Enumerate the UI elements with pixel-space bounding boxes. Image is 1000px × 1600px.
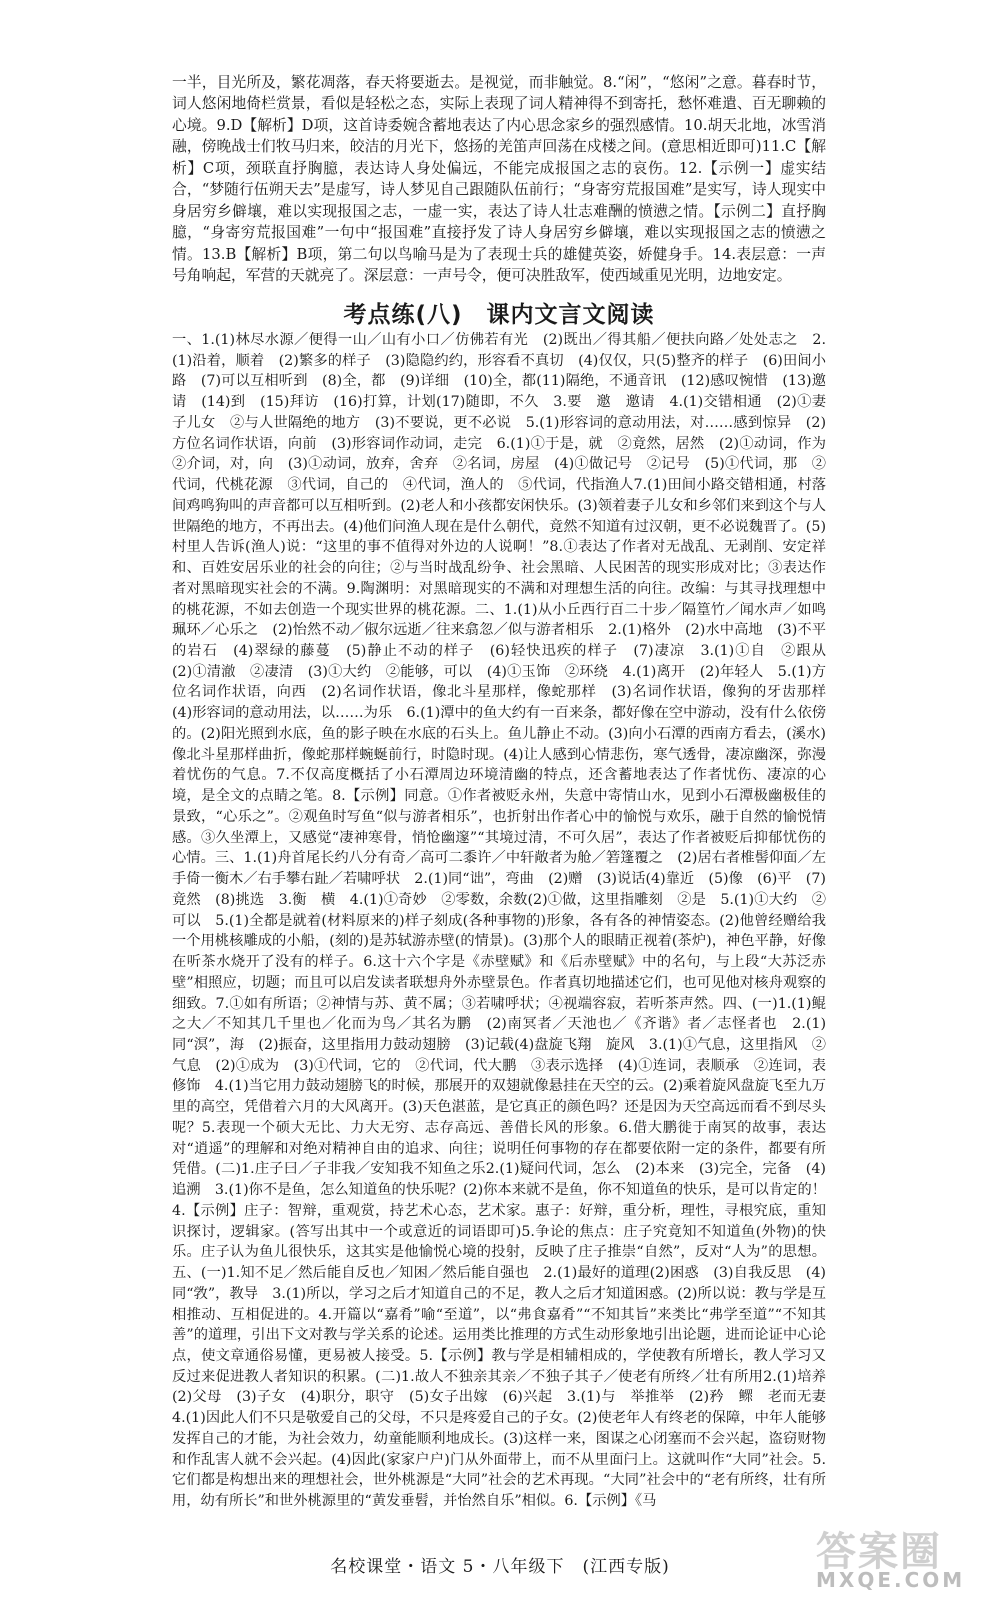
main-answer-text: 一、1.(1)林尽水源／便得一山／山有小口／仿佛若有光 (2)既出／得其船／便扶向路／处处志之 2.(1)沿着，顺着 (2)繁多的样子 (3)隐隐约约，形容看不真切 (4)仅仅，只(5)整齐的样子 (6)田间小路 (7)可以互相听到 (8)全，都 (9)详细 (10)全，都(11)隔绝，不通音讯 (12)感叹惋惜 (13)邀请 (14)到 (15)拜访 (16)打算，计划(17)随即，不久 3.要 邀 邀请 4.(1)交错相通 (2)①妻子儿女 ②与人世隔绝的地方 (3)不要说，更不必说 5.(1)形容词的意动用法，对……感到惊异 (2)方位名词作状语，向前 (3)形容词作动词，走完 6.(1)①于是，就 ②竟然，居然 (2)①动词，作为②介词，对，向 (3)①动词，放弃，舍弃 ②名词，房屋 (4)①做记号 ②记号 (5)①代词，那 ②代词，代桃花源 ③代词，自己的 ④代词，渔人的 ⑤代词，代指渔人7.(1)田间小路交错相通，村落间鸡鸣狗叫的声音都可以互相听到。(2)老人和小孩都安闲快乐。(3)领着妻子儿女和乡邻们来到这个与人世隔绝的地方，不再出去。(4)他们问渔人现在是什么朝代，竟然不知道有过汉朝，更不必说魏晋了。(5)村里人告诉(渔人)说：“这里的事不值得对外边的人说啊！”8.①表达了作者对无战乱、无剥削、安定祥和、百姓安居乐业的社会的向往；②与当时战乱纷争、社会黑暗、人民困苦的现实形成对比；③表达作者对黑暗现实社会的不满。9.陶渊明：对黑暗现实的不满和对理想生活的向往。改编：与其寻找理想中的桃花源，不如去创造一个现实世界的桃花源。二、1.(1)从小丘西行百二十步／隔篁竹／闻水声／如鸣珮环／心乐之 (2)怡然不动／俶尔远逝／往来翕忽／似与游者相乐 2.(1)格外 (2)水中高地 (3)不平的岩石 (4)翠绿的藤蔓 (5)静止不动的样子 (6)轻快迅疾的样子 (7)凄凉 3.(1)①自 ②跟从 (2)①清澈 ②凄清 (3)①大约 ②能够，可以 (4)①玉饰 ②环绕 4.(1)离开 (2)年轻人 5.(1)方位名词作状语，向西 (2)名词作状语，像北斗星那样，像蛇那样 (3)名词作状语，像狗的牙齿那样 (4)形容词的意动用法，以……为乐 6.(1)潭中的鱼大约有一百来条，都好像在空中游动，没有什么依傍的。(2)阳光照到水底，鱼的影子映在水底的石头上。鱼儿静止不动。(3)向小石潭的西南方看去，(溪水)像北斗星那样曲折，像蛇那样蜿蜒前行，时隐时现。(4)让人感到心情悲伤，寒气透骨，凄凉幽深，弥漫着忧伤的气息。7.不仅高度概括了小石潭周边环境清幽的特点，还含蓄地表达了作者忧伤、凄凉的心境，是全文的点睛之笔。8.【示例】同意。①作者被贬永州，失意中寄情山水，见到小石潭极幽极佳的景致，“心乐之”。②观鱼时写鱼“似与游者相乐”，也折射出作者心中的愉悦与欢乐，融于自然的愉悦情感。③久坐潭上，又感觉“凄神寒骨，悄怆幽邃”“其境过清，不可久居”，表达了作者被贬后抑郁忧伤的心情。三、1.(1)舟首尾长约八分有奇／高可二黍许／中轩敞者为舱／箬篷覆之 (2)居右者椎髻仰面／左手倚一衡木／右手攀右趾／若啸呼状 2.(1)同“诎”，弯曲 (2)赠 (3)说话(4)靠近 (5)像 (6)平 (7)竟然 (8)挑选 3.衡 横 4.(1)①奇妙 ②零数，余数(2)①做，这里指雕刻 ②是 5.(1)①大约 ②可以 5.(1)全都是就着(材料原来的)样子刻成(各种事物的)形象，各有各的神情姿态。(2)他曾经赠给我一个用桃核雕成的小船，(刻的)是苏轼游赤壁(的情景)。(3)那个人的眼睛正视着(茶炉)，神色平静，好像在听茶水烧开了没有的样子。6.这十六个字是《赤壁赋》和《后赤壁赋》中的名句，与上段“大苏泛赤壁”相照应，切题；而且可以启发读者联想舟外赤壁景色。作者真切地描述它们，也可见他对核舟观察的细致。7.①如有所语；②神情与苏、黄不属；③若啸呼状；④视端容寂，若听茶声然。四、(一)1.(1)鲲之大／不知其几千里也／化而为鸟／其名为鹏 (2)南冥者／天池也／《齐谐》者／志怪者也 2.(1)同“溟”，海 (2)振奋，这里指用力鼓动翅膀 (3)记载(4)盘旋飞翔 旋风 3.(1)①气息，这里指风 ②气息 (2)①成为 (3)①代词，它的 ②代词，代大鹏 ③表示选择 (4)①连词，表顺承 ②连词，表修饰 4.(1)当它用力鼓动翅膀飞的时候，那展开的双翅就像悬挂在天空的云。(2)乘着旋风盘旋飞至九万里的高空，凭借着六月的大风离开。(3)天色湛蓝，是它真正的颜色吗？还是因为天空高远而看不到尽头呢？5.表现一个硕大无比、力大无穷、志存高远、善借长风的形象。6.借大鹏徙于南冥的故事，表达对“逍遥”的理解和对绝对精神自由的追求、向往；说明任何事物的存在都要依附一定的条件，都要有所凭借。(二)1.庄子曰／子非我／安知我不知鱼之乐2.(1)疑问代词，怎么 (2)本来 (3)完全，完备 (4)追溯 3.(1)你不是鱼，怎么知道鱼的快乐呢？(2)你本来就不是鱼，你不知道鱼的快乐，是可以肯定的！4.【示例】庄子：智辩，重观赏，持艺术心态，艺术家。惠子：好辩，重分析，理性，寻根究底，重知识探讨，逻辑家。(答写出其中一个或意近的词语即可)5.争论的焦点：庄子究竟知不知道鱼(外物)的快乐。庄子认为鱼儿很快乐，这其实是他愉悦心境的投射，反映了庄子推崇“自然”，反对“人为”的思想。五、(一)1.知不足／然后能自反也／知困／然后能自强也 2.(1)最好的道理(2)困惑 (3)自我反思 (4)同“敩”，教导 3.(1)所以，学习之后才知道自己的不足，教人之后才知道困惑。(2)所以说：教与学是互相推动、互相促进的。4.开篇以“嘉肴”喻“至道”，以“弗食嘉肴”“不知其旨”来类比“弗学至道”“不知其善”的道理，引出下文对教与学关系的论述。运用类比推理的方式生动形象地引出论题，进而论证中心论点，使文章通俗易懂，更易被人接受。5.【示例】教与学是相辅相成的，学使教有所增长，教人学习又反过来促进教人者知识的积累。(二)1.故人不独亲其亲／不独子其子／使老有所终／壮有所用2.(1)培养 (2)父母 (3)子女 (4)职分，职守 (5)女子出嫁 (6)兴起 3.(1)与 举推举 (2)矜 鳏 老而无妻 4.(1)因此人们不只是敬爱自己的父母，不只是疼爱自己的子女。(2)使老年人有终老的保障，中年人能够发挥自己的才能，为社会效力，幼童能顺利地成长。(3)这样一来，图谋之心闭塞而不会兴起，盗窃财物和作乱害人就不会兴起。(4)因此(家家户户)门从外面带上，而不从里面闩上。这就叫作“大同”社会。5.它们都是构想出来的理想社会，世外桃源是“大同”社会的艺术再现。“大同”社会中的“老有所终，壮有所用，幼有所长”和世外桃源里的“黄发垂髫，并怡然自乐”相似。6.【示例】《马 (172, 332, 841, 1510)
watermark-logo (810, 1520, 988, 1592)
top-answer-text: 一半，目光所及，繁花凋落，春天将要逝去。是视觉，而非触觉。8.“闲”，“悠闲”之意。暮春时节，词人悠闲地倚栏赏景，看似是轻松之态，实际上表现了词人精神得不到寄托，愁怀难遣、百无聊赖的心境。9.D【解析】D项，这首诗委婉含蓄地表达了内心思念家乡的强烈感情。10.胡天北地，冰雪消融，傍晚战士们牧马归来，皎洁的月光下，悠扬的羌笛声回荡在戍楼之间。(意思相近即可)11.C【解析】C项，颈联直抒胸臆，表达诗人身处偏远，不能完成报国之志的哀伤。12.【示例一】虚实结合，“梦随行伍朔天去”是虚写，诗人梦见自己跟随队伍前行；“身寄穷荒报国难”是实写，诗人现实中身居穷乡僻壤，难以实现报国之志，一虚一实，表达了诗人壮志难酬的愤懑之情。【示例二】直抒胸臆，“身寄穷荒报国难”一句中“报国难”直接抒发了诗人身居穷乡僻壤，难以实现报国之志的愤懑之情。13.B【解析】B项，第二句以鸟喻马是为了表现士兵的雄健英姿，娇健身手。14.表层意：一声号角响起，军营的天就亮了。深层意：一声号令，便可决胜敌军，使西域重见光明，边地安定。 (172, 74, 826, 285)
watermark-url-text: MXQE.COM (816, 1568, 966, 1592)
watermark-main-text: 答案圈 (816, 1529, 942, 1575)
top-answer-block (172, 72, 826, 287)
main-answer-block (172, 330, 841, 1512)
section-title: 考点练(八) 课内文言文阅读 (343, 302, 655, 328)
page-footer: 名校课堂・语文 5・八年级下 (江西专版) (330, 1557, 670, 1577)
